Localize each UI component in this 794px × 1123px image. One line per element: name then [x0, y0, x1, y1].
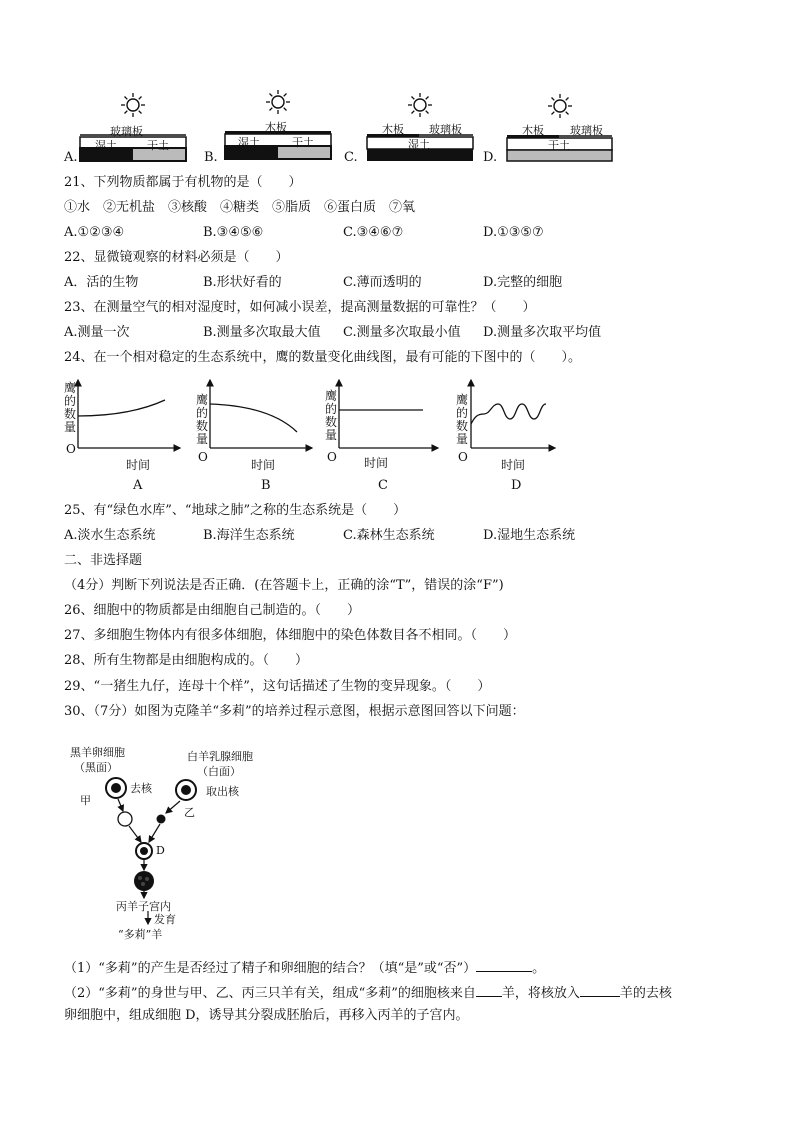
label-dry-soil: 干土 [548, 139, 570, 152]
origin-d: O [458, 450, 468, 464]
q29: 29、“一猪生九仔，连母十个样”，这句话描述了生物的变异现象。（ ） [64, 679, 491, 694]
d-label: D [156, 844, 165, 857]
black-face-label: （黑面） [74, 761, 118, 774]
sun-icon [266, 90, 290, 114]
yi-label: 乙 [184, 806, 195, 819]
dolly-diagram [64, 738, 264, 944]
origin-c: O [327, 450, 337, 464]
q30-sub2-cont: 卵细胞中，组成细胞 D，诱导其分裂成胚胎后，再移入丙羊的子宫内。 [64, 1008, 469, 1023]
figure-letter-d: D. [483, 150, 498, 165]
ylabel-c: 鹰 的 数 量 [325, 389, 338, 442]
label-glass: 玻璃板 [429, 123, 462, 136]
q24-graphs [60, 374, 560, 496]
jia-label: 甲 [80, 794, 91, 807]
ylabel-d: 鹰 的 数 量 [456, 393, 469, 446]
label-glass: 玻璃板 [110, 125, 143, 138]
answer-blank-1[interactable] [476, 957, 532, 972]
label-wet-soil: 湿土 [408, 138, 430, 151]
section-instructions: （4分）判断下列说法是否正确．(在答题卡上，正确的涂“T”，错误的涂“F”) [64, 578, 504, 593]
q25-option-c: C.森林生态系统 [343, 528, 435, 543]
q21-option-d: D.①③⑤⑦ [483, 225, 544, 240]
uterus-label: 丙羊子宫内 [116, 900, 171, 913]
answer-blank-3[interactable] [580, 982, 620, 997]
q21-option-c: C.③④⑥⑦ [343, 225, 404, 240]
white-face-label: （白面） [197, 765, 241, 778]
section-title: 二、非选择题 [64, 553, 143, 568]
graph-letter-d: D [511, 478, 522, 493]
curve-a [78, 400, 165, 416]
label-wet-soil: 湿土 [238, 136, 260, 149]
q21-option-a: A.①②③④ [64, 225, 125, 240]
curve-b [210, 404, 297, 432]
take-nucleus-label: 取出核 [206, 785, 239, 798]
q30-sub1: （1）“多莉”的产生是否经过了精子和卵细胞的结合？（填“是”或“否”） 。 [64, 957, 545, 978]
graph-letter-b: B [261, 478, 271, 493]
dolly-label: “多莉”羊 [118, 928, 163, 941]
q22-option-d: D.完整的细胞 [483, 275, 563, 290]
label-dry-soil: 干土 [147, 139, 169, 152]
label-wet-soil: 湿土 [95, 139, 117, 152]
graph-letter-c: C [378, 478, 388, 493]
answer-blank-2[interactable] [476, 982, 502, 997]
sun-icon [548, 94, 572, 118]
origin-b: O [198, 450, 208, 464]
q25-option-b: B.海洋生态系统 [203, 528, 295, 543]
figure-letter-a: A. [64, 150, 78, 165]
q28: 28、所有生物都是由细胞构成的。（ ） [64, 653, 309, 668]
q22-option-b: B.形状好看的 [203, 275, 282, 290]
q22-option-c: C.薄而透明的 [343, 275, 422, 290]
q27: 27、多细胞生物体内有很多体细胞，体细胞中的染色体数目各不相同。（ ） [64, 628, 517, 643]
xlabel-d: 时间 [501, 458, 526, 472]
figure-letter-b: B. [204, 150, 218, 165]
remove-nucleus-label: 去核 [130, 782, 152, 795]
q23-stem: 23、在测量空气的相对湿度时，如何减小误差，提高测量数据的可靠性？（ ） [64, 300, 536, 315]
origin-a: O [66, 442, 76, 456]
q30-sub2: （2）“多莉”的身世与甲、乙、丙三只羊有关，组成“多莉”的细胞核来自 羊，将核放入 羊的去核 [64, 982, 672, 1003]
xlabel-a: 时间 [126, 458, 151, 472]
q23-option-b: B.测量多次取最大值 [203, 325, 321, 340]
ylabel-b: 鹰 的 数 量 [196, 393, 209, 446]
q23-option-c: C.测量多次取最小值 [343, 325, 461, 340]
xlabel-c: 时间 [364, 456, 389, 470]
q30-stem: 30、（7分）如图为克隆羊“多莉”的培养过程示意图，根据示意图回答以下问题： [64, 704, 525, 719]
q25-option-d: D.湿地生态系统 [483, 528, 576, 543]
q21-items: ①水 ②无机盐 ③核酸 ④糖类 ⑤脂质 ⑥蛋白质 ⑦氧 [64, 200, 416, 215]
q26: 26、细胞中的物质都是由细胞自己制造的。（ ） [64, 603, 361, 618]
develop-label: 发育 [154, 913, 176, 926]
q22-stem: 22、显微镜观察的材料必须是（ ） [64, 250, 289, 265]
curve-d [471, 404, 546, 424]
label-wood: 木板 [522, 124, 544, 137]
q22-option-a: A．活的生物 [64, 275, 139, 290]
label-glass: 玻璃板 [570, 124, 603, 137]
label-dry-soil: 干土 [292, 136, 314, 149]
q23-option-a: A.测量一次 [64, 325, 130, 340]
q20-figures [60, 88, 620, 168]
graph-letter-a: A [133, 478, 143, 493]
q23-option-d: D.测量多次取平均值 [483, 325, 602, 340]
figure-letter-c: C. [344, 150, 358, 165]
enucleated-egg [118, 812, 132, 826]
q25-stem: 25、有“绿色水库”、“地球之肺”之称的生态系统是（ ） [64, 503, 407, 518]
ylabel-a: 鹰 的 数 量 [64, 381, 77, 434]
sun-icon [408, 93, 432, 117]
label-wood: 木板 [265, 121, 287, 134]
nucleus [157, 815, 166, 824]
q25-option-a: A.淡水生态系统 [64, 528, 156, 543]
q21-stem: 21、下列物质都属于有机物的是（ ） [64, 175, 302, 190]
label-wood: 木板 [382, 123, 404, 136]
q21-option-b: B.③④⑤⑥ [203, 225, 264, 240]
white-cell-label: 白羊乳腺细胞 [187, 750, 253, 763]
black-egg-label: 黑羊卵细胞 [70, 746, 125, 759]
xlabel-b: 时间 [251, 458, 276, 472]
q24-stem: 24、在一个相对稳定的生态系统中，鹰的数量变化曲线图，最有可能的下图中的（ ）。 [64, 350, 582, 365]
embryo [134, 871, 154, 891]
sun-icon [121, 93, 145, 117]
